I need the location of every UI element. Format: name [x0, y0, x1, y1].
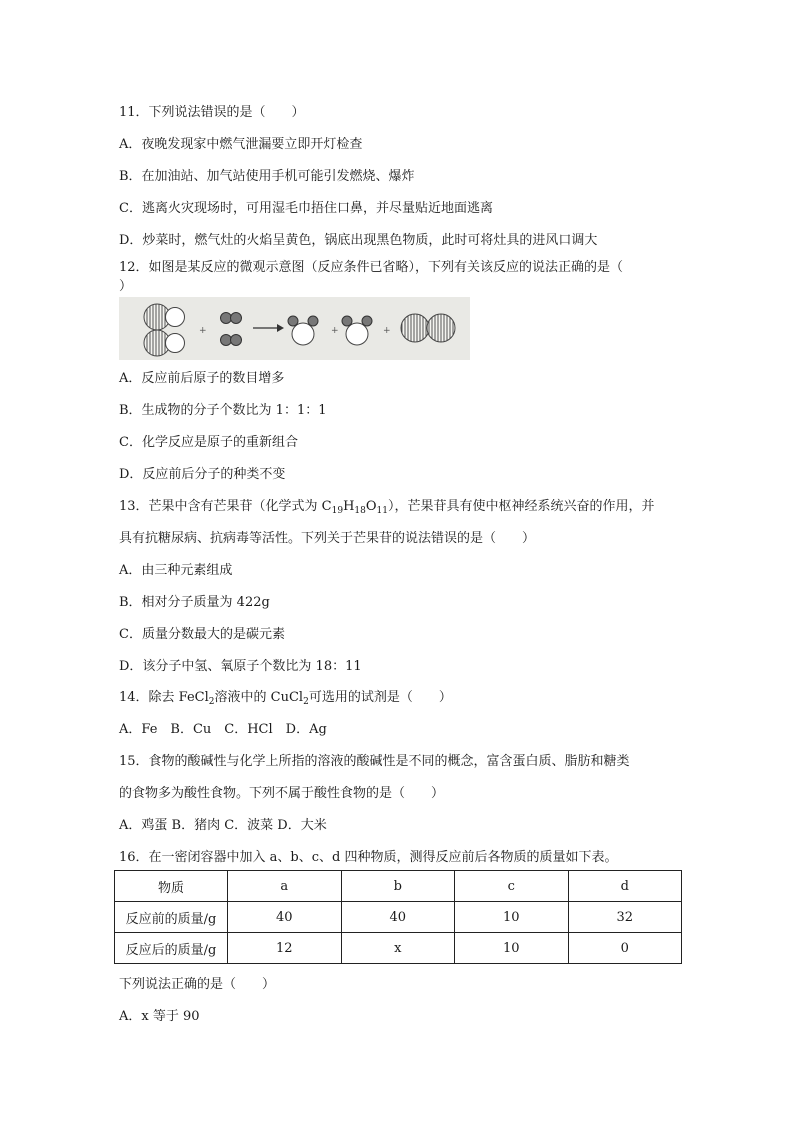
- molecule-product-2: [342, 316, 372, 345]
- q12-stem-line2: ）: [119, 279, 133, 294]
- table-cell: d: [568, 871, 682, 902]
- plus-sign-3: +: [383, 326, 391, 336]
- molecule-hatched-white-2: [144, 330, 185, 356]
- q15-options: A．鸡蛋 B．猪肉 C．波菜 D．大米: [119, 818, 327, 833]
- q13-option-a: A．由三种元素组成: [119, 563, 233, 578]
- q16-stem: 16．在一密闭容器中加入 a、b、c、d 四种物质，测得反应前后各物质的质量如下表。: [119, 850, 618, 865]
- q12-option-d: D．反应前后分子的种类不变: [119, 467, 286, 482]
- reaction-diagram: [119, 297, 470, 360]
- q13-stem-line1: 13．芒果中含有芒果苷（化学式为 $C_{19}H_{18}O_{11}$），芒果苷具有使中枢神经系统兴奋的作用，并: [119, 499, 655, 516]
- molecule-dark-diatomic-2: [221, 335, 242, 346]
- table-cell: x: [341, 933, 455, 964]
- table-cell: 10: [455, 902, 569, 933]
- q12-option-a: A．反应前后原子的数目增多: [119, 371, 285, 386]
- table-cell: a: [228, 871, 342, 902]
- q11-option-d: D．炒菜时，燃气灶的火焰呈黄色，锅底出现黑色物质，此时可将灶具的进风口调大: [119, 233, 598, 248]
- table-cell: 反应前的质量/g: [115, 902, 228, 933]
- table-header-row: [115, 871, 682, 902]
- q13-option-b: B．相对分子质量为 422g: [119, 595, 270, 610]
- molecule-dark-diatomic-1: [221, 313, 242, 324]
- q11-option-a: A．夜晚发现家中燃气泄漏要立即开灯检查: [119, 137, 363, 152]
- table-cell: 12: [228, 933, 342, 964]
- table-cell: 32: [568, 902, 682, 933]
- q12-option-c: C．化学反应是原子的重新组合: [119, 435, 298, 450]
- q16-option-a: A．x 等于 90: [119, 1009, 200, 1024]
- table-cell: 反应后的质量/g: [115, 933, 228, 964]
- table-cell: 物质: [115, 871, 228, 902]
- table-cell: 40: [228, 902, 342, 933]
- q11-stem: 11．下列说法错误的是（ ）: [119, 105, 305, 120]
- table-cell: c: [455, 871, 569, 902]
- table-row: [115, 933, 682, 964]
- reaction-diagram-image: [119, 297, 470, 360]
- q11-option-c: C．逃离火灾现场时，可用湿毛巾捂住口鼻，并尽量贴近地面逃离: [119, 201, 493, 216]
- reaction-arrow: [253, 324, 284, 332]
- q14-stem: 14．除去 FeCl$_2$溶液中的 CuCl$_2$可选用的试剂是（ ）: [119, 690, 452, 707]
- q16-after-table: 下列说法正确的是（ ）: [119, 977, 276, 992]
- table-cell: b: [341, 871, 455, 902]
- table-cell: 0: [568, 933, 682, 964]
- q15-stem-line1: 15．食物的酸碱性与化学上所指的溶液的酸碱性是不同的概念，富含蛋白质、脂肪和糖类: [119, 754, 630, 769]
- q12-option-b: B．生成物的分子个数比为 1：1：1: [119, 403, 327, 418]
- q14-options: A．Fe B．Cu C．HCl D．Ag: [119, 722, 327, 737]
- plus-sign-1: +: [199, 326, 207, 336]
- q11-option-b: B．在加油站、加气站使用手机可能引发燃烧、爆炸: [119, 169, 415, 184]
- molecule-hatched-diatomic: [401, 314, 455, 342]
- table-row: [115, 902, 682, 933]
- q13-option-c: C．质量分数最大的是碳元素: [119, 627, 285, 642]
- molecule-hatched-white-1: [144, 304, 185, 330]
- table-cell: 40: [341, 902, 455, 933]
- table-cell: 10: [455, 933, 569, 964]
- q15-stem-line2: 的食物多为酸性食物。下列不属于酸性食物的是（ ）: [119, 786, 445, 801]
- mass-table: [114, 870, 682, 964]
- q13-option-d: D．该分子中氢、氧原子个数比为 18：11: [119, 659, 362, 674]
- molecule-product-1: [288, 316, 318, 345]
- q13-stem-line2: 具有抗糖尿病、抗病毒等活性。下列关于芒果苷的说法错误的是（ ）: [119, 531, 536, 546]
- plus-sign-2: +: [331, 326, 339, 336]
- q12-stem-line1: 12．如图是某反应的微观示意图（反应条件已省略），下列有关该反应的说法正确的是（: [119, 260, 624, 275]
